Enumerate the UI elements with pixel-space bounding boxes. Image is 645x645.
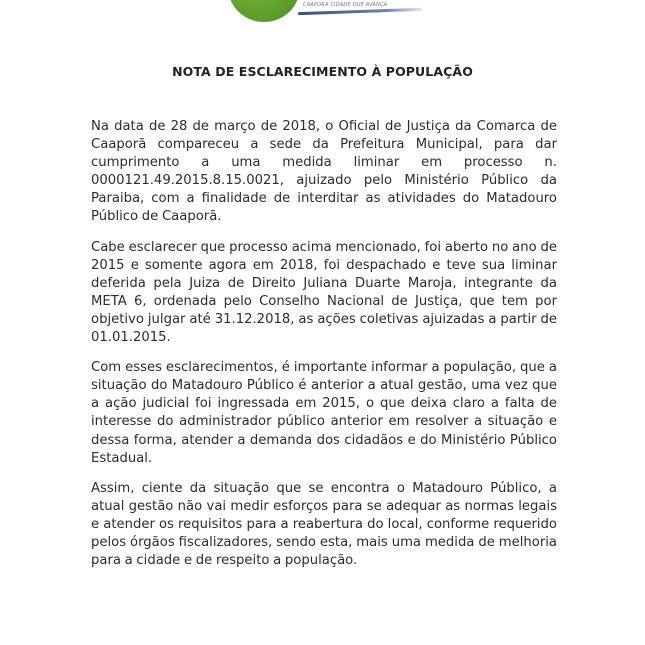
document-body <box>91 118 557 582</box>
paragraph-1: Na data de 28 de março de 2018, o Oficial de Justiça da Comarca de Caaporã compareceu a sede da Prefeitura Municipal, para dar cumprimento a uma medida liminar em processo n. 0000121.49.2015.8.15.0021, ajuizado pelo Ministério Público da Paraiba, com a finalidade de interditar as atividades do Matadouro Público de Caaporã. <box>91 119 557 225</box>
paragraph-3: Com esses esclarecimentos, é importante informar a população, que a situação do Matadouro Público é anterior a atual gestão, uma vez que a ação judicial foi ingressada em 2015, o que deixa claro a falta de interesse do administrador público anterior em resolver a situação e dessa forma, atender a demanda dos cidadãos e do Ministério Público Estadual. <box>91 360 557 466</box>
header-logo <box>0 0 645 30</box>
paragraph-4: Assim, ciente da situação que se encontra o Matadouro Público, a atual gestão não vai medir esforços para se adequar as normas legais e atender os requisitos para a reabertura do local, conforme requerido pelos órgãos fiscalizadores, sendo esta, mais uma medida de melhoria para a cidade e de respeito a população. <box>91 480 557 569</box>
logo-slogan: CAAPORÃ CIDADE QUE AVANÇA <box>303 2 388 8</box>
logo-swoosh-underline <box>298 8 422 15</box>
paragraph-2: Cabe esclarecer que processo acima mencionado, foi aberto no ano de 2015 e somente agora em 2018, foi despachado e teve sua liminar deferida pela Juiza de Direito Juliana Duarte Maroja, integrante da META 6, ordenada pelo Conselho Nacional de Justiça, que tem por objetivo julgar até 31.12.2018, as ações coletivas ajuizadas a partir de 01.01.2015. <box>91 239 557 346</box>
municipal-logo-icon <box>228 0 300 22</box>
document-title: NOTA DE ESCLARECIMENTO À POPULAÇÃO <box>172 64 473 79</box>
